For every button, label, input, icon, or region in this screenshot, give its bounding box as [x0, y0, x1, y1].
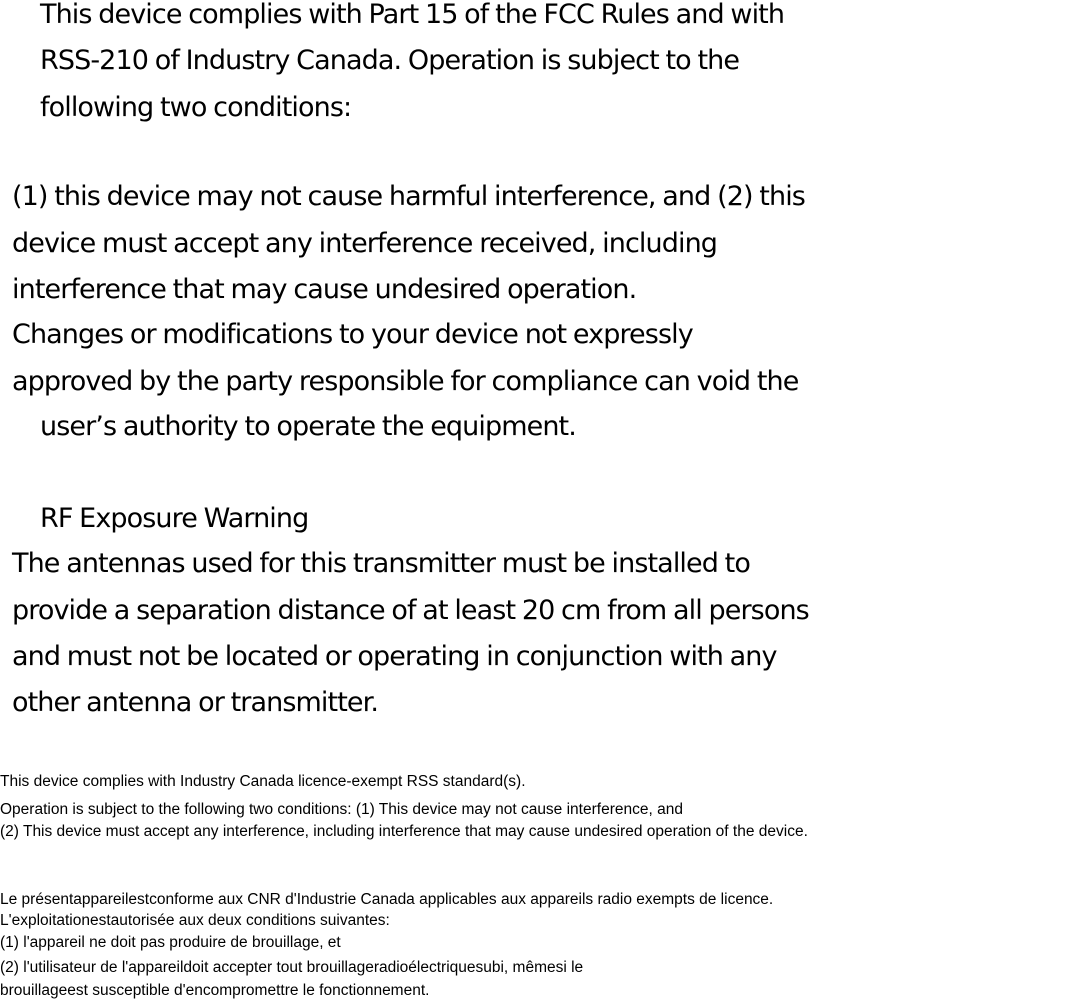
fcc-notice-line: RSS-210 of Industry Canada. Operation is subject to the [40, 45, 740, 76]
conditions-line: approved by the party responsible for compliance can void the [12, 366, 799, 397]
fcc-notice-line: following two conditions: [40, 92, 352, 123]
ic-french-line: L'exploitationestautorisée aux deux conditions suivantes: [0, 912, 390, 929]
ic-english-line: (2) This device must accept any interference, including interference that may cause undesired operation of the device. [0, 823, 808, 840]
ic-english-line: Operation is subject to the following two conditions: (1) This device may not cause interference, and [0, 801, 683, 818]
ic-french-line: Le présentappareilestconforme aux CNR d'Industrie Canada applicables aux appareils radio exempts de licence. [0, 891, 774, 908]
ic-french-line: (2) l'utilisateur de l'appareildoit accepter tout brouillageradioélectriquesubi, mêmesi le [0, 959, 584, 976]
rf-exposure-line: other antenna or transmitter. [12, 687, 379, 718]
rf-exposure-line: provide a separation distance of at least 20 cm from all persons [12, 595, 809, 626]
conditions-line: user’s authority to operate the equipment. [40, 411, 576, 442]
conditions-line: Changes or modifications to your device not expressly [12, 319, 693, 350]
conditions-line: (1) this device may not cause harmful interference, and (2) this [12, 181, 805, 212]
rf-exposure-line: and must not be located or operating in conjunction with any [12, 641, 777, 672]
ic-english-line: This device complies with Industry Canada licence-exempt RSS standard(s). [0, 773, 526, 790]
fcc-notice-line: This device complies with Part 15 of the FCC Rules and with [40, 0, 785, 30]
conditions-line: device must accept any interference received, including [12, 228, 718, 259]
ic-french-line: (1) l'appareil ne doit pas produire de brouillage, et [0, 934, 341, 951]
conditions-line: interference that may cause undesired operation. [12, 274, 637, 305]
rf-exposure-line: The antennas used for this transmitter must be installed to [12, 548, 750, 579]
ic-french-line: brouillageest susceptible d'encompromettre le fonctionnement. [0, 982, 430, 999]
rf-exposure-heading: RF Exposure Warning [40, 503, 309, 534]
